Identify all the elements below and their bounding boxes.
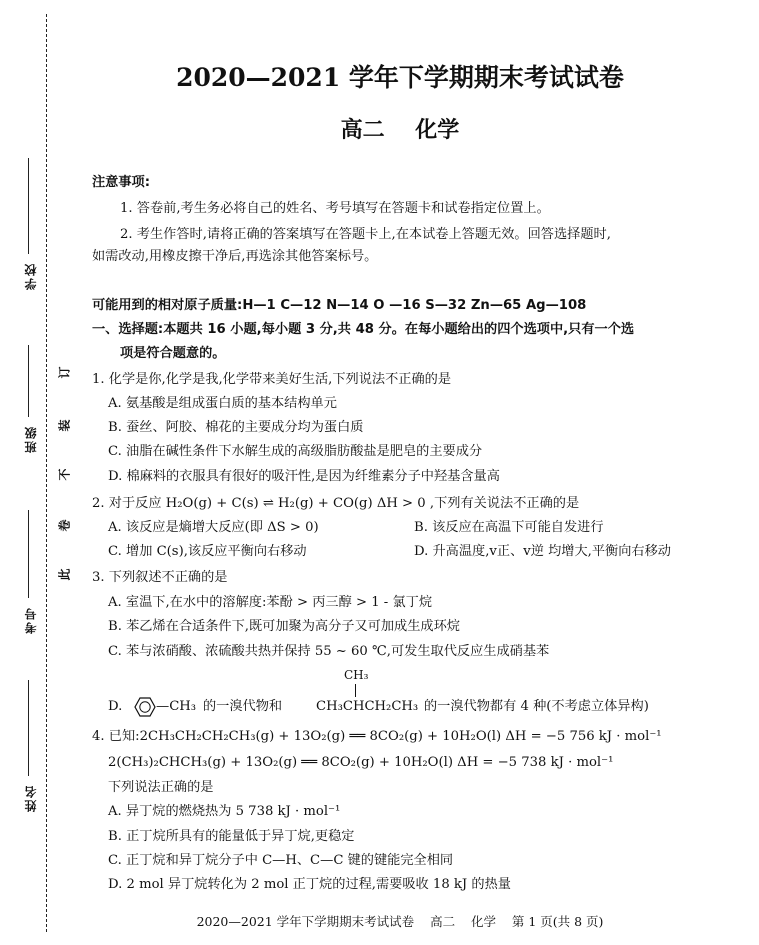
q4-option-d: D. 2 mol 异丁烷转化为 2 mol 正丁烷的过程,需要吸收 18 kJ 的热量 (108, 877, 511, 892)
q3-option-d-methyl: —CH₃ (156, 699, 197, 714)
exam-subtitle: 高二 化学 (340, 117, 460, 143)
section-heading-cont: 项是符合题意的。 (120, 346, 226, 361)
seal-char: 此 (57, 568, 72, 581)
school-blank-line (28, 158, 29, 254)
q2-option-b: B. 该反应在高温下可能自发进行 (414, 520, 604, 535)
notice-item-2-cont: 如需改动,用橡皮擦干净后,再选涂其他答案标号。 (92, 249, 378, 264)
class-label: 班级 (24, 425, 38, 453)
q4-option-c: C. 正丁烷和异丁烷分子中 C—H、C—C 键的键能完全相同 (108, 853, 454, 868)
q4-option-a: A. 异丁烷的燃烧热为 5 738 kJ · mol⁻¹ (108, 804, 341, 819)
q3-stem: 3. 下列叙述不正确的是 (92, 570, 228, 585)
q2-option-d: D. 升高温度,v正、v逆 均增大,平衡向右移动 (414, 544, 671, 559)
name-blank-line (28, 680, 29, 776)
q1-option-b: B. 蚕丝、阿胶、棉花的主要成分均为蛋白质 (108, 420, 364, 435)
exam-title: 2020—2021 学年下学期期末考试试卷 (176, 63, 624, 92)
exam-no-blank-line (28, 510, 29, 598)
q3-option-d-formula: CH₃CHCH₂CH₃ (316, 699, 419, 714)
school-label: 学校 (24, 262, 38, 290)
section-heading: 一、选择题:本题共 16 小题,每小题 3 分,共 48 分。在每小题给出的四个选项中,只有一个选 (92, 322, 635, 337)
q3-option-b: B. 苯乙烯在合适条件下,既可加聚为高分子又可加成生成环烷 (108, 619, 460, 634)
q3-option-c: C. 苯与浓硝酸、浓硫酸共热并保持 55 ~ 60 ℃,可发生取代反应生成硝基苯 (108, 644, 550, 659)
q1-stem: 1. 化学是你,化学是我,化学带来美好生活,下列说法不正确的是 (92, 372, 452, 387)
q4-equation-2: 2(CH₃)₂CHCH₃(g) + 13O₂(g) ══ 8CO₂(g) + 10H₂O(l) ΔH = −5 738 kJ · mol⁻¹ (108, 755, 614, 770)
q3-option-d-mid: 的一溴代物和 (203, 699, 283, 714)
atomic-masses: 可能用到的相对原子质量:H—1 C—12 N—14 O —16 S—32 Zn—65 Ag—108 (92, 298, 587, 313)
q3-option-d-end: 的一溴代物都有 4 种(不考虑立体异构) (424, 699, 649, 714)
q4-stem: 下列说法正确的是 (108, 780, 214, 795)
benzene-ring-icon (134, 696, 156, 718)
q2-stem: 2. 对于反应 H₂O(g) + C(s) ⇌ H₂(g) + CO(g) ΔH > 0 ,下列有关说法不正确的是 (92, 496, 580, 511)
page-footer: 2020—2021 学年下学期期末考试试卷 高二 化学 第 1 页(共 8 页) (196, 914, 604, 929)
notice-item-2: 2. 考生作答时,请将正确的答案填写在答题卡上,在本试卷上答题无效。回答选择题时, (120, 227, 611, 242)
notice-item-1: 1. 答卷前,考生务必将自己的姓名、考号填写在答题卡和试卷指定位置上。 (120, 201, 550, 216)
notice-heading: 注意事项: (92, 175, 151, 190)
q1-option-d: D. 棉麻料的衣服具有很好的吸汗性,是因为纤维素分子中羟基含量高 (108, 469, 500, 484)
q3-option-d-branch-bond (355, 684, 356, 697)
q3-option-a: A. 室温下,在水中的溶解度:苯酚 > 丙三醇 > 1 - 氯丁烷 (108, 595, 433, 610)
name-label: 姓名 (24, 784, 38, 812)
q2-option-a: A. 该反应是熵增大反应(即 ΔS > 0) (108, 520, 319, 535)
q1-option-a: A. 氨基酸是组成蛋白质的基本结构单元 (108, 396, 337, 411)
q3-option-d-branch: CH₃ (344, 668, 369, 682)
q3-option-d-label: D. (108, 699, 123, 714)
class-blank-line (28, 345, 29, 417)
seal-char: 卷 (57, 519, 72, 532)
q1-option-c: C. 油脂在碱性条件下水解生成的高级脂肪酸盐是肥皂的主要成分 (108, 444, 483, 459)
exam-no-label: 考号 (24, 606, 38, 634)
q4-equation-1: 4. 已知:2CH₃CH₂CH₂CH₃(g) + 13O₂(g) ══ 8CO₂(g) + 10H₂O(l) ΔH = −5 756 kJ · mol⁻¹ (92, 729, 662, 744)
seal-char: 不 (57, 468, 72, 481)
q2-option-c: C. 增加 C(s),该反应平衡向右移动 (108, 544, 307, 559)
seal-char: 装 (57, 419, 72, 432)
q4-option-b: B. 正丁烷所具有的能量低于异丁烷,更稳定 (108, 829, 355, 844)
seal-char: 订 (57, 366, 72, 379)
binding-dashed-line (46, 14, 47, 932)
